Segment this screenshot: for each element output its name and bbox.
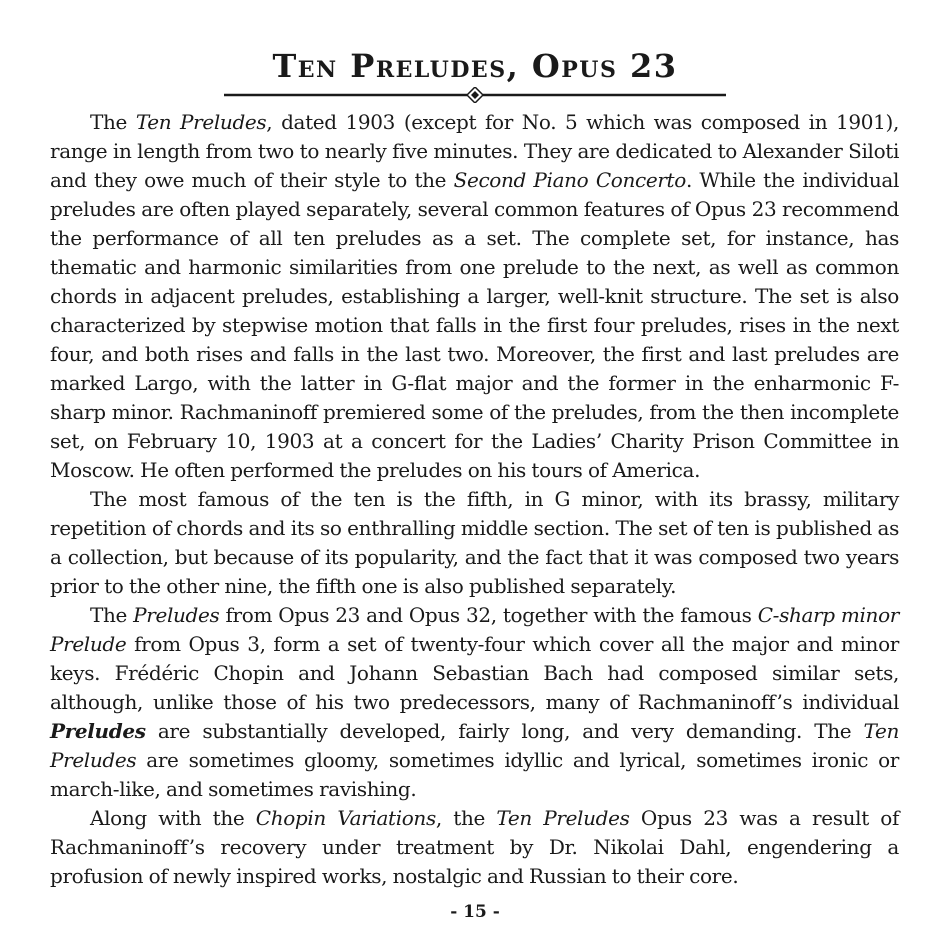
italic-title: Ten Preludes [496,806,630,830]
text-run: from Opus 3, form a set of twenty-four which cover all the major and minor keys. Frédéric Chopin and Johann Sebastian Bach had composed similar sets, although, unlike those of his two predecessors, many of Rachmaninoff’s individual [50,632,899,714]
text-run: are substantially developed, fairly long, and very demanding. The [145,719,864,743]
paragraph [50,108,899,485]
italic-title: Chopin Variations [255,806,436,830]
article-body [50,108,899,891]
text-run: , dated 1903 (except for No. 5 which was composed in 1901), range in length from two to nearly five minutes. They are dedicated to Alexander Siloti and they owe much of their style to the [50,110,900,192]
italic-title: Ten Preludes [135,110,267,134]
text-run: . While the individual preludes are often played separately, several common features of Opus 23 recommend the performance of all ten preludes as a set. The complete set, for instance, has thematic and harmonic similarities from one prelude to the next, as well as common chords in adjacent preludes, establishing a larger, well-knit structure. The set is also characterized by stepwise motion that falls in the first four preludes, rises in the next four, and both rises and falls in the last two. Moreover, the first and last preludes are marked Largo, with the latter in G-flat major and the former in the enharmonic F-sharp minor. Rachmaninoff premiered some of the preludes, from the then incomplete set, on February 10, 1903 at a concert for the Ladies’ Charity Prison Committee in Moscow. He often performed the preludes on his tours of America. [50,168,899,482]
paragraph [50,485,899,601]
text-run: The [90,603,134,627]
italic-title: Second Piano Concerto [453,168,686,192]
italic-title: C-sharp minor Prelude [50,603,899,656]
title-divider-ornament [224,87,726,103]
text-run: Opus 23 was a result of Rachmaninoff’s recovery under treatment by Dr. Nikolai Dahl, engendering a profusion of newly inspired works, nostalgic and Russian to their core. [50,806,900,888]
page-title: Ten Preludes, Opus 23 [272,47,678,85]
text-run: from Opus 23 and Opus 32, together with the famous [219,603,758,627]
text-run: Along with the [90,806,256,830]
paragraph [50,804,899,891]
emphasis-title: Preludes [50,719,146,743]
text-run: The [90,110,136,134]
italic-title: Preludes [133,603,220,627]
page-number: - 15 - [450,902,500,922]
italic-title: Ten Preludes [50,719,899,772]
paragraph [50,601,899,804]
text-run: are sometimes gloomy, sometimes idyllic and lyrical, sometimes ironic or march-like, and sometimes ravishing. [50,748,899,801]
text-run: The most famous of the ten is the fifth, in G minor, with its brassy, military repetition of chords and its so enthralling middle section. The set of ten is published as a collection, but because of its popularity, and the fact that it was composed two years prior to the other nine, the fifth one is also published separately. [50,487,899,598]
text-run: , the [435,806,497,830]
